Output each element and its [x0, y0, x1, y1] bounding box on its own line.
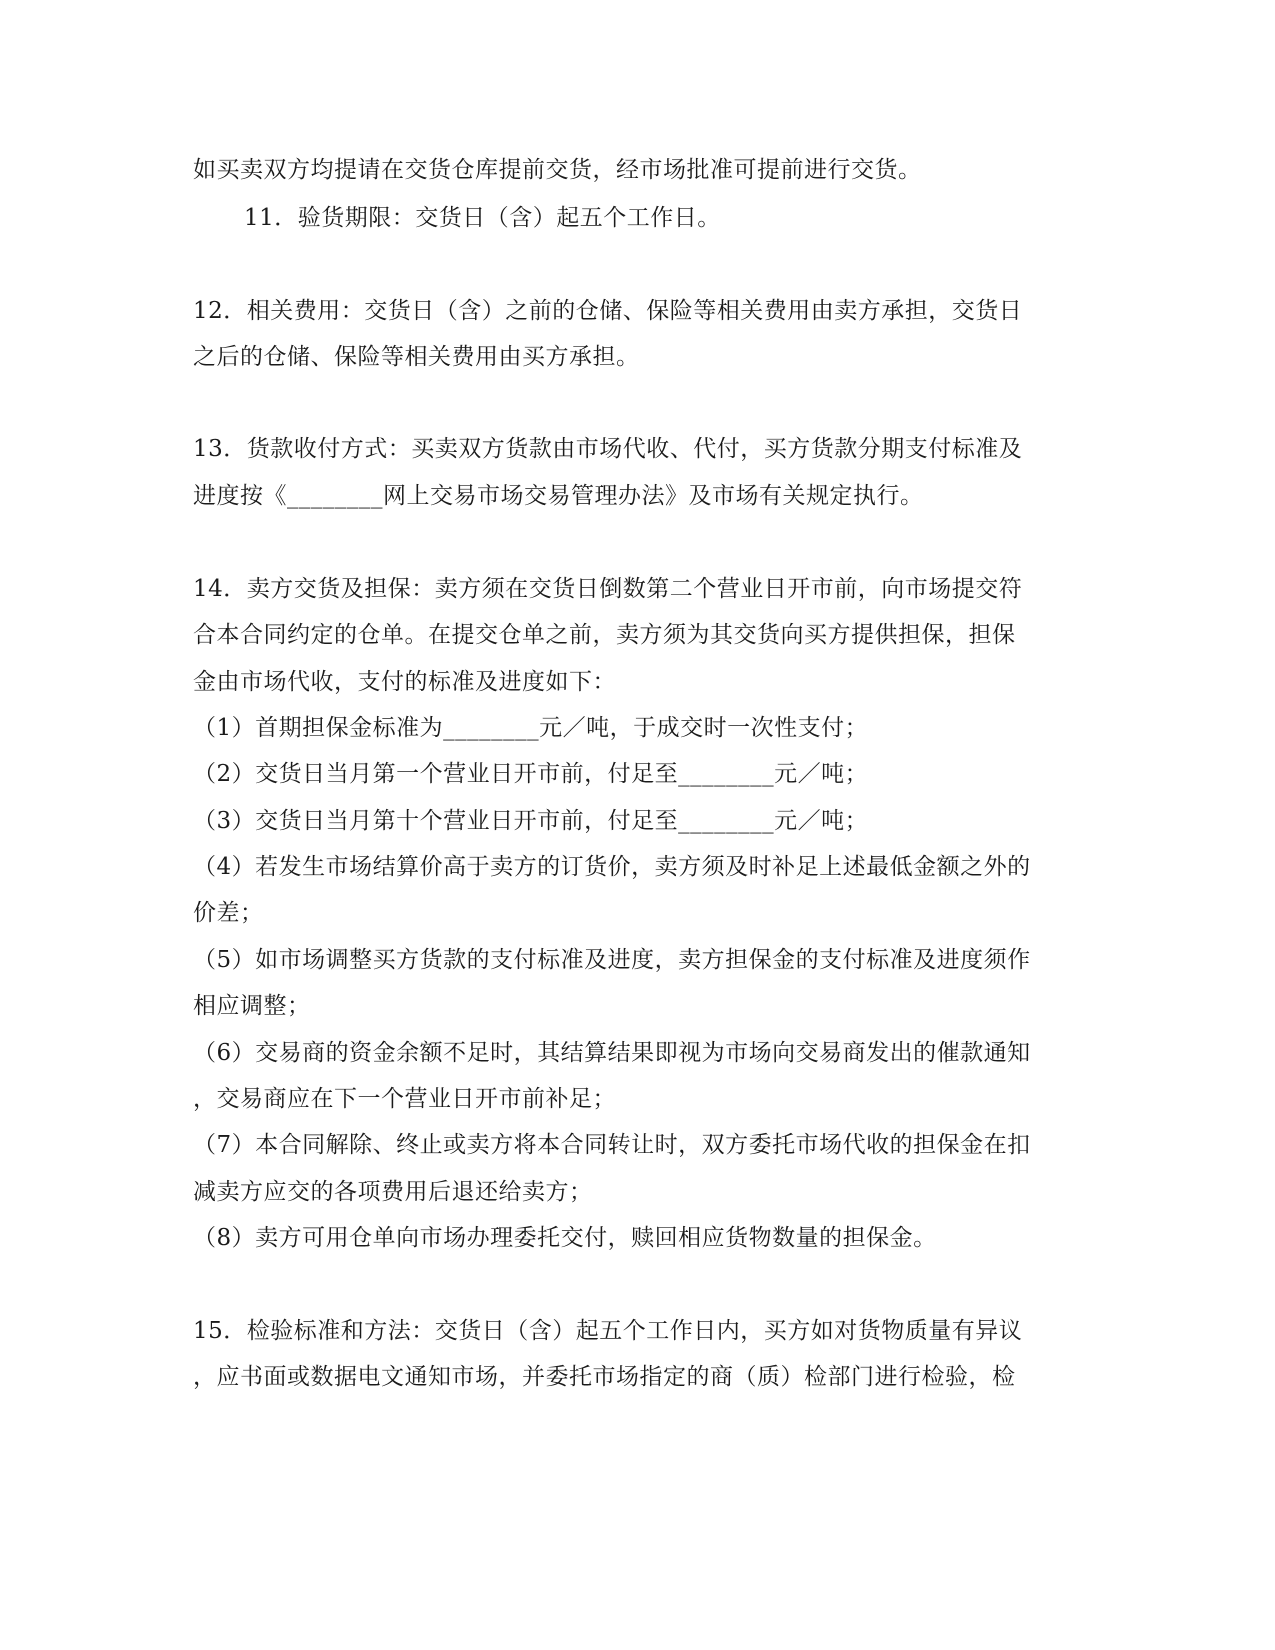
clause-14-line: 合本合同约定的仓单。在提交仓单之前，卖方须为其交货向买方提供担保，担保 [193, 622, 1016, 648]
clause-14-item-4: （4）若发生市场结算价高于卖方的订货价，卖方须及时补足上述最低金额之外的 [193, 854, 1031, 880]
clause-14-item-5: （5）如市场调整买方货款的支付标准及进度，卖方担保金的支付标准及进度须作 [193, 947, 1031, 973]
clause-14-item-8: （8）卖方可用仓单向市场办理委托交付，赎回相应货物数量的担保金。 [193, 1225, 937, 1251]
clause-14-item-5: 相应调整； [193, 993, 311, 1019]
clause-15-line: 15．检验标准和方法：交货日（含）起五个工作日内，买方如对货物质量有异议 [193, 1318, 1023, 1344]
clause-11-line: 11．验货期限：交货日（含）起五个工作日。 [244, 205, 721, 231]
clause-14-item-3: （3）交货日当月第十个营业日开市前，付足至________元／吨； [193, 808, 869, 834]
clause-15-line: ，应书面或数据电文通知市场，并委托市场指定的商（质）检部门进行检验，检 [193, 1364, 1016, 1390]
paragraph-line: 如买卖双方均提请在交货仓库提前交货，经市场批准可提前进行交货。 [193, 157, 922, 183]
clause-13-line: 13．货款收付方式：买卖双方货款由市场代收、代付，买方货款分期支付标准及 [193, 436, 1023, 462]
clause-14-line: 金由市场代收，支付的标准及进度如下： [193, 669, 616, 695]
clause-14-item-7: 减卖方应交的各项费用后退还给卖方； [193, 1179, 593, 1205]
clause-12-line: 之后的仓储、保险等相关费用由买方承担。 [193, 344, 640, 370]
clause-14-item-1: （1）首期担保金标准为________元／吨，于成交时一次性支付； [193, 715, 869, 741]
clause-14-line: 14．卖方交货及担保：卖方须在交货日倒数第二个营业日开市前，向市场提交符 [193, 576, 1023, 602]
clause-14-item-6: ，交易商应在下一个营业日开市前补足； [193, 1086, 616, 1112]
clause-14-item-6: （6）交易商的资金余额不足时，其结算结果即视为市场向交易商发出的催款通知 [193, 1040, 1031, 1066]
clause-14-item-7: （7）本合同解除、终止或卖方将本合同转让时，双方委托市场代收的担保金在扣 [193, 1132, 1031, 1158]
clause-14-item-2: （2）交货日当月第一个营业日开市前，付足至________元／吨； [193, 761, 869, 787]
clause-14-item-4: 价差； [193, 900, 264, 926]
clause-13-line: 进度按《________网上交易市场交易管理办法》及市场有关规定执行。 [193, 483, 924, 509]
clause-12-line: 12．相关费用：交货日（含）之前的仓储、保险等相关费用由卖方承担，交货日 [193, 298, 1023, 324]
